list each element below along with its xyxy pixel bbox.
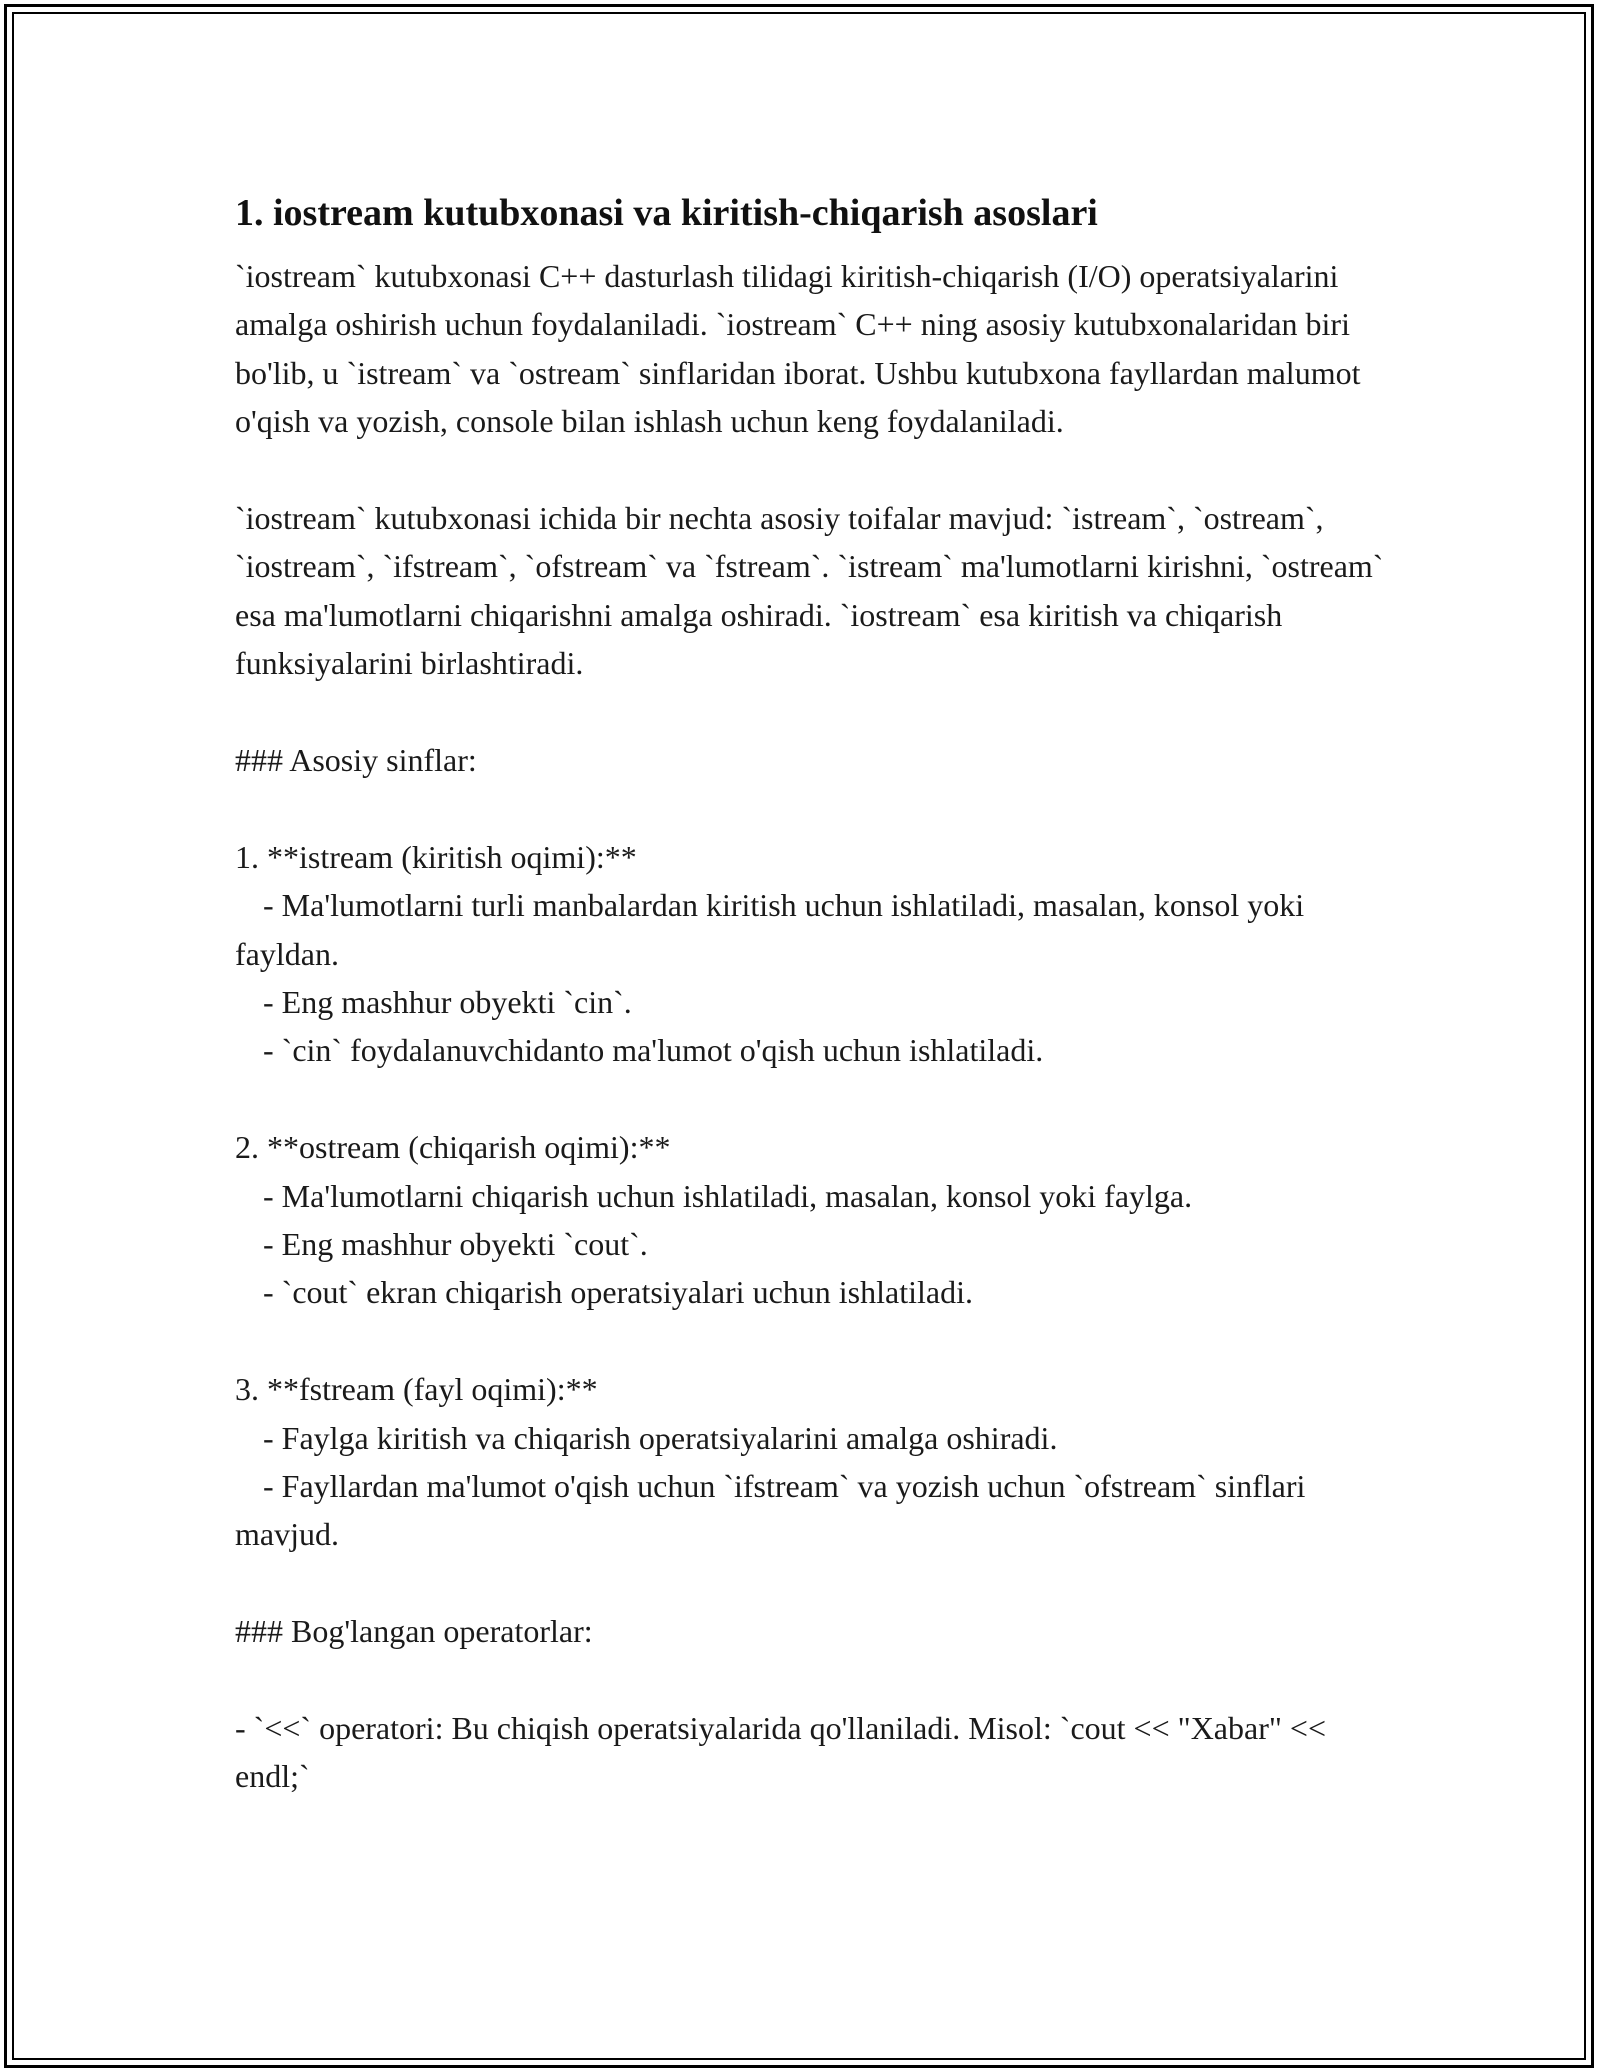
document-title: 1. iostream kutubxonasi va kiritish-chiqarish asoslari <box>235 192 1098 234</box>
spacer <box>235 784 1385 832</box>
spacer <box>235 1656 1385 1704</box>
document-body <box>235 188 1392 1801</box>
operators-heading: ### Bog'langan operatorlar: <box>235 1613 593 1650</box>
class-item: - Ma'lumotlarni turli manbalardan kiritish uchun ishlatiladi, masalan, konsol yoki fayldan. <box>235 887 1313 972</box>
class-item: - `cin` foydalanuvchidanto ma'lumot o'qish uchun ishlatiladi. <box>263 1032 1044 1069</box>
spacer <box>235 446 1385 494</box>
class-item: - Fayllardan ma'lumot o'qish uchun `ifstream` va yozish uchun `ofstream` sinflari mavjud. <box>235 1468 1314 1553</box>
intro-paragraph: `iostream` kutubxonasi C++ dasturlash tilidagi kiritish-chiqarish (I/O) operatsiyalarini amalga oshirish uchun foydalaniladi. `iostream` C++ ning asosiy kutubxonalaridan biri bo'lib, u `istream` va `ostream` sinflaridan iborat. Ushbu kutubxona fayllardan malumot o'qish va yozish, console bilan ishlash uchun keng foydalaniladi. <box>235 258 1369 440</box>
spacer <box>235 688 1385 736</box>
class-item: - `cout` ekran chiqarish operatsiyalari uchun ishlatiladi. <box>263 1274 973 1311</box>
operators-item: - `<<` operatori: Bu chiqish operatsiyalarida qo'llaniladi. Misol: `cout << "Xabar" << endl;` <box>235 1710 1335 1795</box>
class-item: - Faylga kiritish va chiqarish operatsiyalarini amalga oshiradi. <box>263 1419 1058 1456</box>
class-heading-ostream: 2. **ostream (chiqarish oqimi):** <box>235 1129 671 1166</box>
class-item: - Eng mashhur obyekti `cout`. <box>263 1226 648 1263</box>
class-heading-istream: 1. **istream (kiritish oqimi):** <box>235 838 637 875</box>
class-item: - Ma'lumotlarni chiqarish uchun ishlatiladi, masalan, konsol yoki faylga. <box>263 1177 1193 1214</box>
spacer <box>235 1559 1385 1607</box>
spacer <box>235 1075 1385 1123</box>
types-paragraph: `iostream` kutubxonasi ichida bir nechta asosiy toifalar mavjud: `istream`, `ostream`, `iostream`, `ifstream`, `ofstream` va `fstream`. `istream` ma'lumotlarni kirishni, `ostream` esa ma'lumotlarni chiqarishni amalga oshiradi. `iostream` esa kiritish va chiqarish funksiyalarini birlashtiradi. <box>235 500 1392 682</box>
class-item: - Eng mashhur obyekti `cin`. <box>263 984 632 1021</box>
classes-heading: ### Asosiy sinflar: <box>235 742 477 779</box>
class-heading-fstream: 3. **fstream (fayl oqimi):** <box>235 1371 598 1408</box>
spacer <box>235 1317 1385 1365</box>
